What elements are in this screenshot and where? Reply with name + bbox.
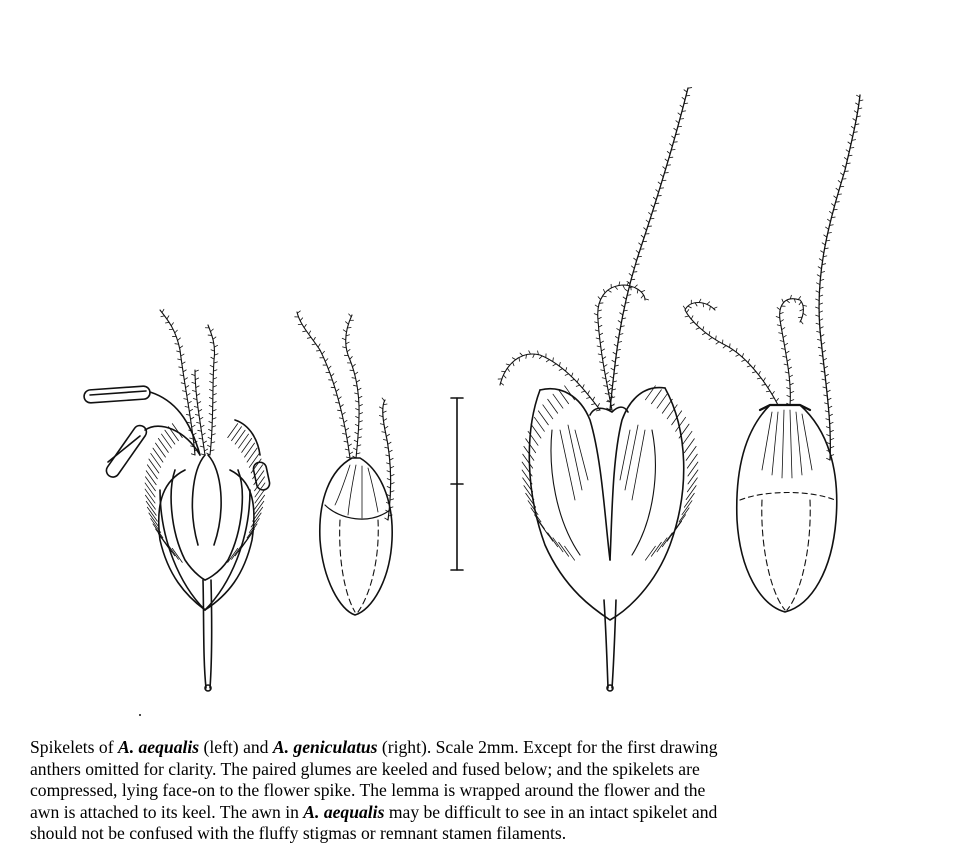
anther	[104, 423, 149, 480]
hair-ticks	[607, 88, 692, 410]
hair-ticks	[295, 311, 353, 458]
caption-text: (right). Scale 2mm. Except for the first drawing	[377, 737, 718, 757]
anther	[84, 386, 151, 404]
scale-bar	[451, 398, 463, 570]
glume-bristles	[522, 386, 698, 560]
caption-text: (left) and	[199, 737, 273, 757]
caption-line-3: compressed, lying face-on to the flower spike. The lemma is wrapped around the flower and the	[30, 780, 706, 800]
figure-caption	[30, 737, 935, 845]
species-name: A. aequalis	[117, 737, 200, 757]
species-name: A. geniculatus	[272, 737, 378, 757]
hair-ticks	[816, 95, 863, 460]
geniculatus-spikelet	[498, 88, 698, 691]
caption-text: awn is attached to its keel. The awn in	[30, 801, 304, 822]
aequalis-spikelet-with-anthers	[84, 309, 271, 691]
caption-text: Spikelets of	[30, 737, 118, 757]
caption-line-2: anthers omitted for clarity. The paired glumes are keeled and fused below; and the spikelets are	[30, 758, 700, 779]
hair-ticks	[776, 295, 806, 405]
caption-line-5: should not be confused with the fluffy stigmas or remnant stamen filaments.	[30, 823, 567, 843]
hair-ticks	[498, 351, 600, 411]
caption-line-1	[30, 737, 935, 759]
caption-text: may be difficult to see in an intact spikelet and	[384, 801, 718, 822]
species-name: A. aequalis	[303, 801, 385, 822]
hair-ticks	[342, 314, 362, 458]
aequalis-floret	[295, 311, 394, 615]
geniculatus-floret	[683, 95, 863, 612]
hair-ticks	[683, 299, 778, 405]
hair-ticks	[379, 398, 394, 520]
caption-line-4	[30, 802, 935, 824]
hair-ticks	[594, 282, 648, 410]
